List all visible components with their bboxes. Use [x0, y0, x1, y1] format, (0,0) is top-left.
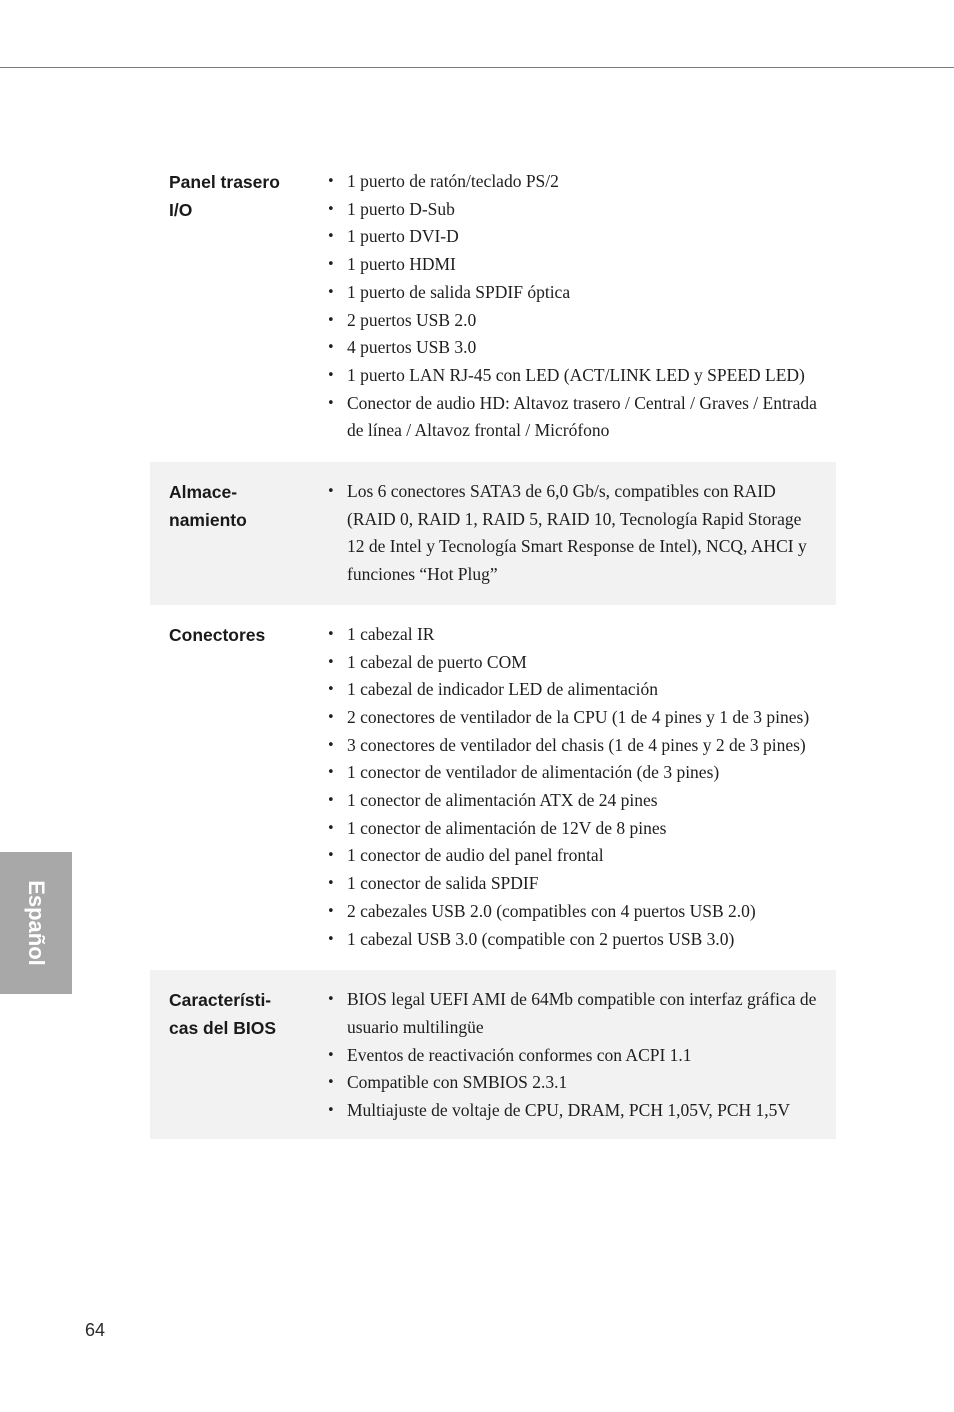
page-number: 64	[85, 1320, 106, 1340]
spec-item: • 1 conector de audio del panel frontal	[327, 842, 818, 870]
spec-item: • 1 conector de ventilador de alimentación (de 3 pines)	[327, 759, 818, 787]
spec-label-line: I/O	[169, 200, 193, 220]
spec-label-line: Panel trasero	[169, 172, 280, 192]
spec-row-bios	[150, 970, 836, 1139]
spec-label	[169, 621, 327, 953]
spec-label-line: Almace-	[169, 482, 238, 503]
spec-label	[169, 986, 327, 1125]
spec-item: • Los 6 conectores SATA3 de 6,0 Gb/s, compatibles con RAID (RAID 0, RAID 1, RAID 5, RAID 10, Tecnología Rapid Storage 12 de Intel y Tecnología Smart Response de Intel), NCQ, AHCI y funciones “Hot Plug”	[327, 478, 818, 589]
spec-item: • 1 cabezal de puerto COM	[327, 649, 818, 677]
spec-item: • 1 puerto DVI-D	[327, 223, 818, 251]
spec-label	[169, 168, 327, 445]
language-side-tab	[0, 852, 72, 994]
spec-label-line: Característi-	[169, 990, 272, 1011]
spec-row-connectors	[150, 605, 836, 970]
spec-item: • 1 puerto HDMI	[327, 251, 818, 279]
spec-row-rear-io	[150, 153, 836, 462]
spec-item: • 1 cabezal de indicador LED de alimentación	[327, 676, 818, 704]
spec-item: • 1 cabezal USB 3.0 (compatible con 2 puertos USB 3.0)	[327, 926, 818, 954]
spec-item: • Multiajuste de voltaje de CPU, DRAM, PCH 1,05V, PCH 1,5V	[327, 1097, 818, 1125]
spec-item: • 1 conector de alimentación de 12V de 8 pines	[327, 815, 818, 843]
spec-item: • 1 puerto LAN RJ-45 con LED (ACT/LINK LED y SPEED LED)	[327, 362, 818, 390]
spec-item-list	[327, 168, 818, 445]
spec-item: • Conector de audio HD: Altavoz trasero / Central / Graves / Entrada de línea / Altavoz frontal / Micrófono	[327, 390, 818, 445]
spec-label-line: cas del BIOS	[169, 1018, 276, 1039]
spec-item: • 2 cabezales USB 2.0 (compatibles con 4 puertos USB 2.0)	[327, 898, 818, 926]
spec-item: • Compatible con SMBIOS 2.3.1	[327, 1069, 818, 1097]
spec-item: • 2 puertos USB 2.0	[327, 307, 818, 335]
spec-item: • BIOS legal UEFI AMI de 64Mb compatible con interfaz gráfica de usuario multilingüe	[327, 986, 818, 1041]
language-tab-label: Español	[24, 880, 49, 966]
spec-item: • Eventos de reactivación conformes con ACPI 1.1	[327, 1042, 818, 1070]
spec-item: • 1 cabezal IR	[327, 621, 818, 649]
spec-item: • 1 puerto de ratón/teclado PS/2	[327, 168, 818, 196]
spec-label	[169, 478, 327, 589]
spec-item-list	[327, 621, 818, 953]
spec-item-list	[327, 478, 818, 589]
spec-item: • 1 puerto de salida SPDIF óptica	[327, 279, 818, 307]
spec-item: • 1 conector de salida SPDIF	[327, 870, 818, 898]
spec-item: • 1 puerto D-Sub	[327, 196, 818, 224]
spec-item-list	[327, 986, 818, 1125]
spec-label-line: namiento	[169, 510, 247, 531]
spec-table	[150, 153, 836, 1139]
spec-item: • 2 conectores de ventilador de la CPU (1 de 4 pines y 1 de 3 pines)	[327, 704, 818, 732]
spec-label-line: Conectores	[169, 624, 266, 645]
header-rule	[0, 67, 954, 68]
spec-item: • 4 puertos USB 3.0	[327, 334, 818, 362]
spec-row-storage	[150, 462, 836, 605]
spec-item: • 3 conectores de ventilador del chasis (1 de 4 pines y 2 de 3 pines)	[327, 732, 818, 760]
spec-item: • 1 conector de alimentación ATX de 24 pines	[327, 787, 818, 815]
